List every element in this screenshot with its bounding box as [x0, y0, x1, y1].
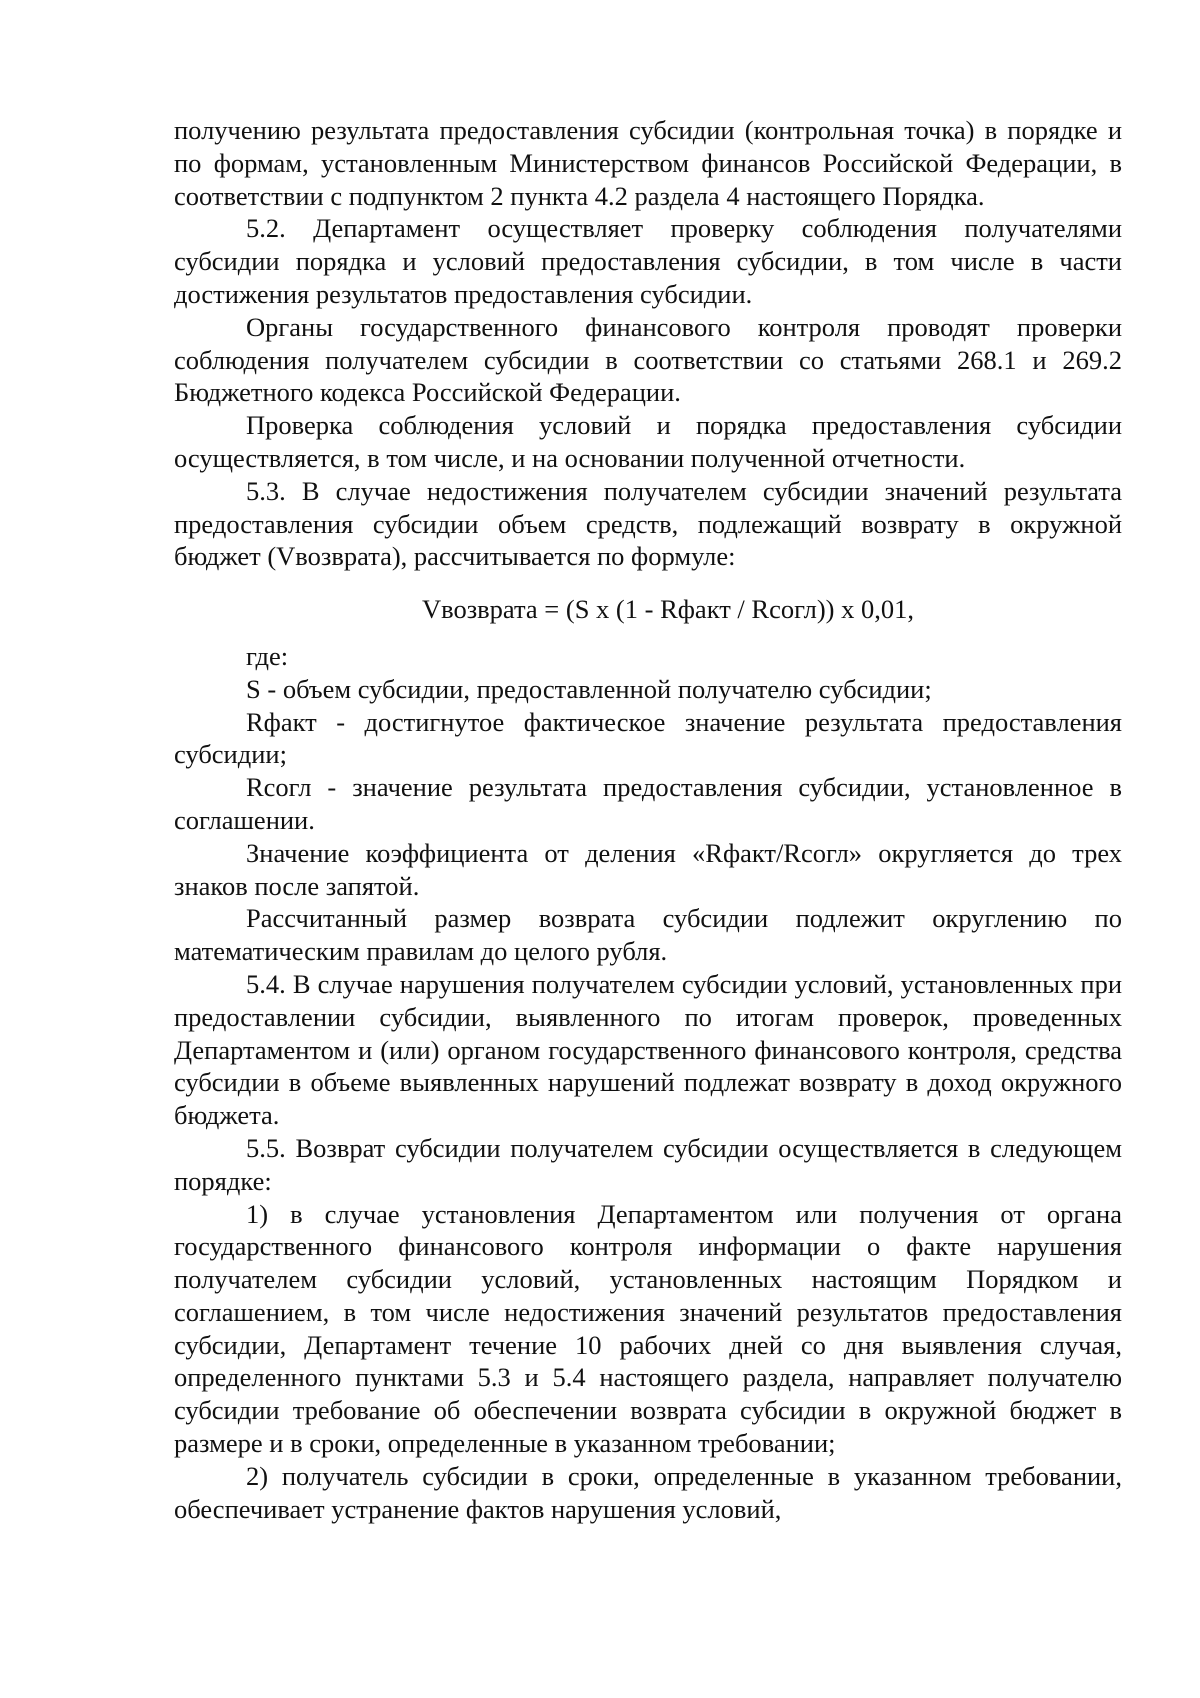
paragraph-verification: Проверка соблюдения условий и порядка предоставления субсидии осуществляется, в том числе, и на основании полученной отчетности. — [174, 410, 1122, 473]
document-page — [174, 114, 1122, 1525]
paragraph-control-bodies: Органы государственного финансового контроля проводят проверки соблюдения получателем субсидии в соответствии со статьями 268.1 и 269.2 Бюджетного кодекса Российской Федерации. — [174, 311, 1122, 408]
paragraph-5-5: 5.5. Возврат субсидии получателем субсидии осуществляется в следующем порядке: — [174, 1132, 1122, 1196]
paragraph-coefficient-rounding: Значение коэффициента от деления «Rфакт/Rсогл» округляется до трех знаков после запятой. — [174, 837, 1122, 901]
paragraph-control-point: получению результата предоставления субсидии (контрольная точка) в порядке и по формам, установленным Министерством финансов Российской Федерации, в соответствии с подпунктом 2 пункта 4.2 раздела 4 настоящего Порядка. — [174, 115, 1122, 211]
formula-definition-rsogl: Rсогл - значение результата предоставления субсидии, установленное в соглашении. — [174, 772, 1122, 835]
list-item-1: 1) в случае установления Департаментом или получения от органа государственного финансового контроля информации о факте нарушения получателем субсидии условий, установленных настоящим Порядком и соглашением, в том числе недостижения значений результатов предоставления субсидии, Департамент течение 10 рабочих дней со дня выявления случая, определенного пунктами 5.3 и 5.4 настоящего раздела, направляет получателю субсидии требование об обеспечении возврата субсидии в окружной бюджет в размере и в сроки, определенные в указанном требовании; — [174, 1198, 1122, 1459]
paragraph-5-4: 5.4. В случае нарушения получателем субсидии условий, установленных при предоставлении субсидии, выявленного по итогам проверок, проведенных Департаментом и (или) органом государственного финансового контроля, средства субсидии в объеме выявленных нарушений подлежат возврату в доход окружного бюджета. — [174, 968, 1122, 1131]
formula-where: где: — [246, 640, 289, 671]
list-item-2: 2) получатель субсидии в сроки, определенные в указанном требовании, обеспечивает устранение фактов нарушения условий, — [174, 1460, 1122, 1524]
paragraph-amount-rounding: Рассчитанный размер возврата субсидии подлежит округлению по математическим правилам до целого рубля. — [174, 903, 1122, 967]
paragraph-5-3: 5.3. В случае недостижения получателем субсидии значений результата предоставления субсидии объем средств, подлежащий возврату в окружной бюджет (Vвозврата), рассчитывается по формуле: — [174, 475, 1122, 572]
formula-definition-rfact: Rфакт - достигнутое фактическое значение результата предоставления субсидии; — [174, 706, 1122, 770]
refund-formula: Vвозврата = (S x (1 - Rфакт / Rсогл)) x 0,01, — [421, 594, 914, 625]
formula-definition-s: S - объем субсидии, предоставленной получателю субсидии; — [246, 673, 932, 704]
paragraph-5-2: 5.2. Департамент осуществляет проверку соблюдения получателями субсидии порядка и условий предоставления субсидии, в том числе в части достижения результатов предоставления субсидии. — [174, 213, 1122, 309]
